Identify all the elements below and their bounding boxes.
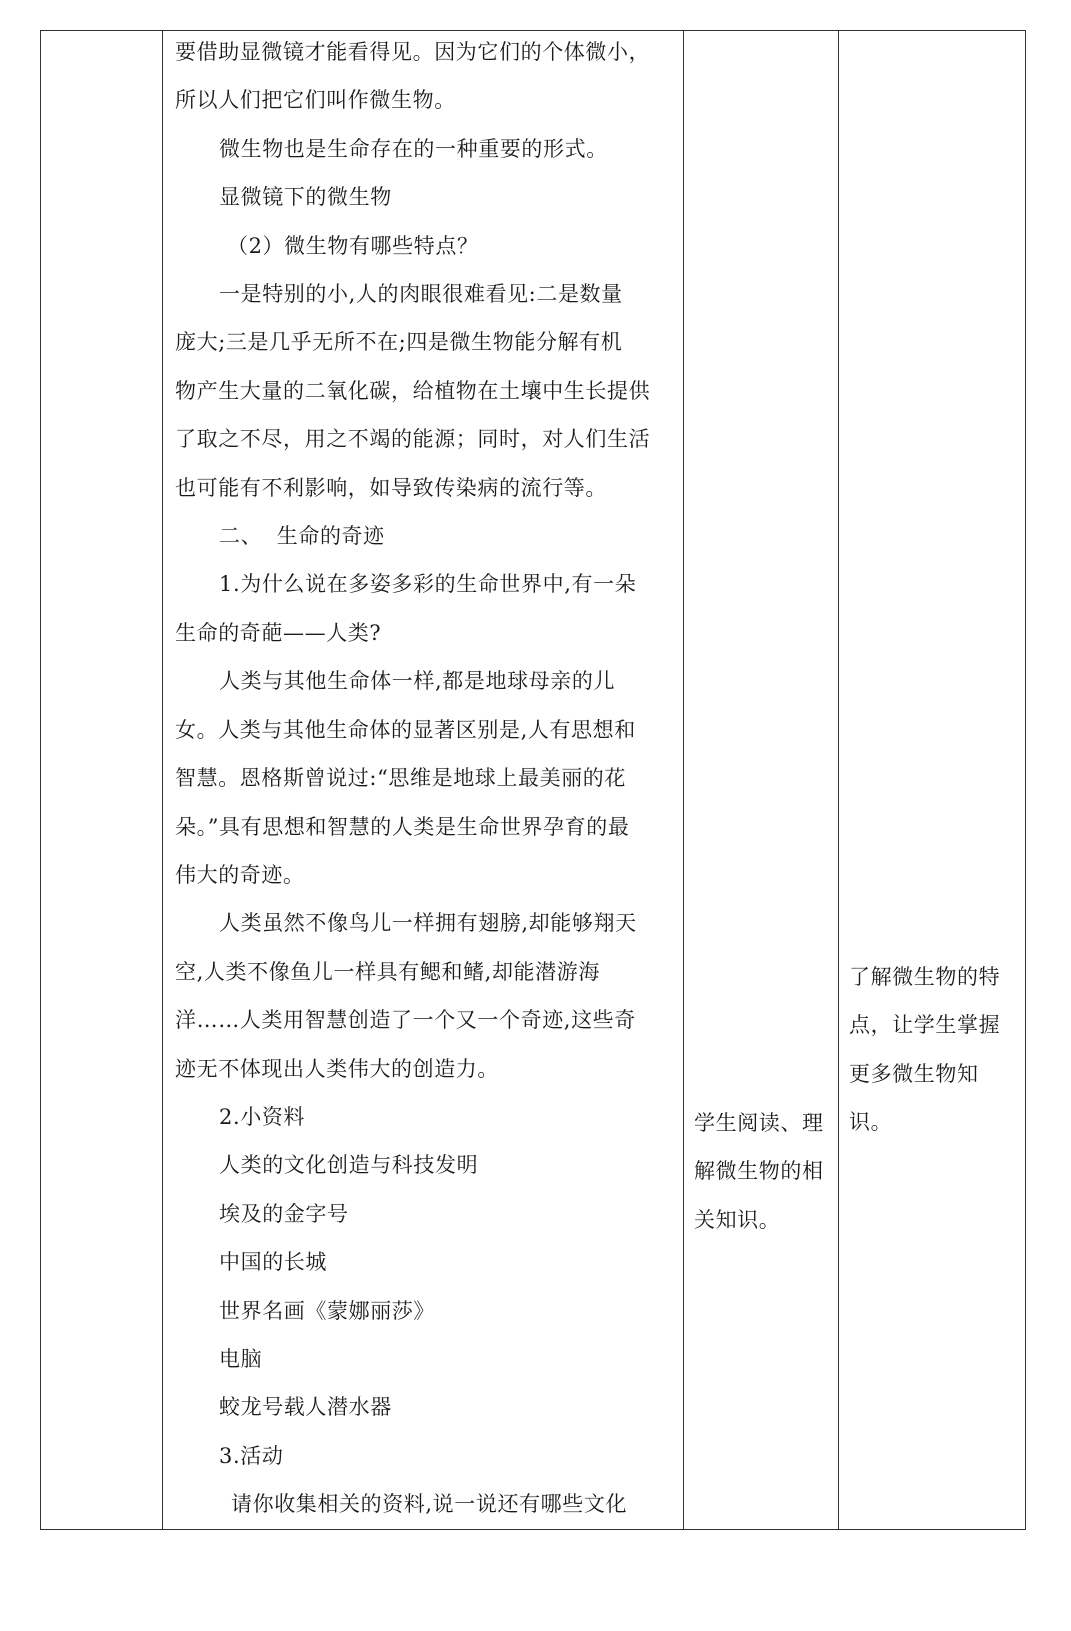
content-line: 1.为什么说在多姿多彩的生命世界中,有一朵 [219, 572, 637, 597]
design-intent-text [849, 953, 1017, 1147]
content-line: 显微镜下的微生物 [219, 185, 392, 210]
teaching-content-cell [163, 31, 684, 1530]
content-line: 电脑 [219, 1346, 263, 1371]
content-line: 智慧。恩格斯曾说过:“思维是地球上最美丽的花 [175, 766, 627, 791]
subheading: （2）微生物有哪些特点？ [227, 233, 479, 258]
content-line: 了取之不尽，用之不竭的能源；同时，对人们生活 [175, 427, 651, 452]
content-line: 微生物也是生命存在的一种重要的形式。 [219, 136, 608, 161]
student-activity-cell [684, 31, 839, 1530]
table-row [41, 31, 1026, 1530]
student-activity-text [694, 1099, 830, 1244]
design-intent-line: 更多微生物知 [849, 1061, 979, 1086]
content-line: 也可能有不利影响，如导致传染病的流行等。 [175, 475, 607, 500]
design-intent-line: 识。 [849, 1110, 893, 1135]
content-line: 蛟龙号载人潜水器 [219, 1395, 392, 1420]
design-intent-cell [839, 31, 1026, 1530]
subheading: 2.小资料 [219, 1104, 306, 1129]
content-line: 迹无不体现出人类伟大的创造力。 [175, 1056, 499, 1081]
content-line: 庞大;三是几乎无所不在;四是微生物能分解有机 [175, 330, 623, 355]
student-activity-line: 关知识。 [694, 1207, 781, 1232]
content-line: 要借助显微镜才能看得见。因为它们的个体微小， [175, 40, 651, 64]
design-intent-line: 点，让学生掌握 [849, 1013, 1001, 1038]
lesson-plan-table [40, 30, 1026, 1530]
left-empty-cell [41, 31, 163, 1530]
content-line: 女。人类与其他生命体的显著区别是,人有思想和 [175, 717, 636, 742]
content-line: 所以人们把它们叫作微生物。 [175, 88, 456, 113]
content-line: 生命的奇葩——人类? [175, 620, 382, 645]
content-line: 中国的长城 [219, 1250, 327, 1275]
content-line: 物产生大量的二氧化碳，给植物在土壤中生长提供 [175, 378, 651, 403]
design-intent-line: 了解微生物的特 [849, 965, 1001, 989]
subheading: 3.活动 [219, 1443, 284, 1468]
content-line: 洋……人类用智慧创造了一个又一个奇迹,这些奇 [175, 1008, 636, 1033]
section-heading: 二、 生命的奇迹 [219, 524, 385, 549]
content-line: 人类虽然不像鸟儿一样拥有翅膀,却能够翔天 [219, 911, 637, 936]
student-activity-line: 解微生物的相 [694, 1159, 824, 1184]
content-line: 一是特别的小,人的肉眼很难看见:二是数量 [219, 282, 623, 307]
content-line: 请你收集相关的资料,说一说还有哪些文化 [231, 1492, 628, 1517]
content-line: 世界名画《蒙娜丽莎》 [219, 1298, 435, 1323]
student-activity-line: 学生阅读、理 [694, 1111, 824, 1135]
content-line: 埃及的金字号 [219, 1201, 349, 1226]
content-line: 人类的文化创造与科技发明 [219, 1153, 479, 1178]
content-line: 朵。”具有思想和智慧的人类是生命世界孕育的最 [175, 814, 630, 839]
content-line: 人类与其他生命体一样,都是地球母亲的儿 [219, 669, 616, 694]
content-line: 伟大的奇迹。 [175, 862, 305, 887]
content-line: 空,人类不像鱼儿一样具有鳃和鳍,却能潜游海 [175, 959, 600, 984]
